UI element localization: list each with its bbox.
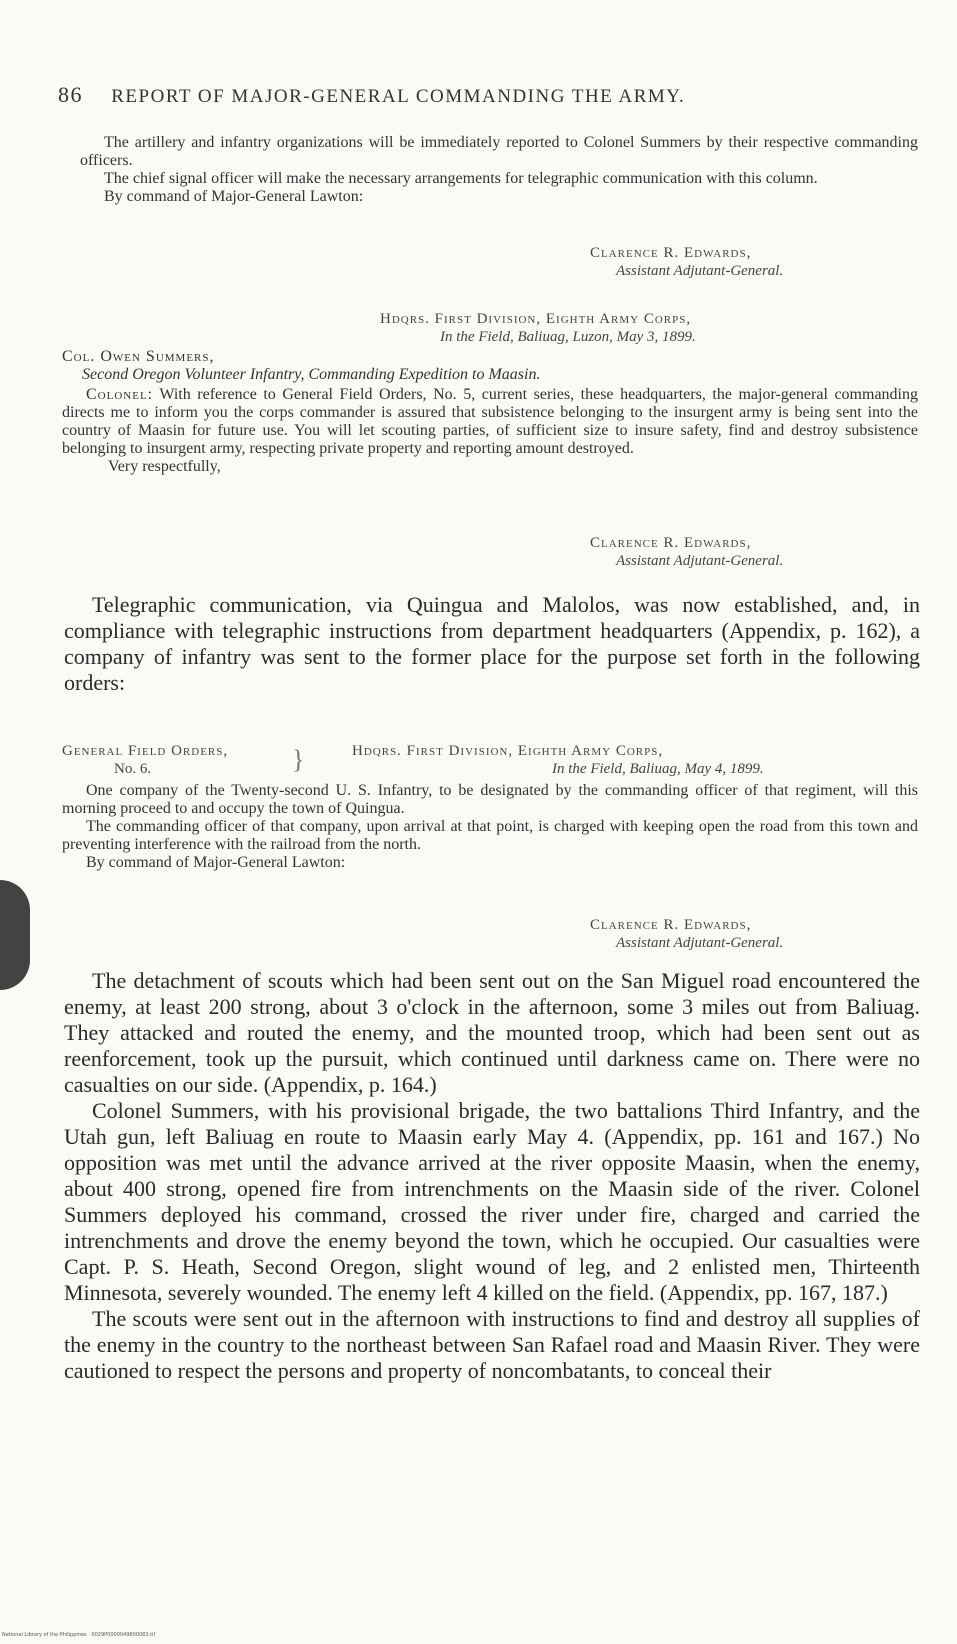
paragraph: The artillery and infantry organizations will be immediately reported to Colonel Summers by their respective commanding officers. (80, 134, 918, 169)
running-title: REPORT OF MAJOR-GENERAL COMMANDING THE ARMY. (111, 86, 686, 107)
scan-thumb-shadow (0, 880, 30, 990)
orders-title: General Field Orders, (62, 743, 229, 759)
hq-line: Hdqrs. First Division, Eighth Army Corps, (352, 743, 664, 759)
signature-title: Assistant Adjutant-General. (616, 263, 784, 279)
orders-hq (352, 742, 922, 778)
addressee: Col. Owen Summers, (62, 348, 215, 365)
letter-body (62, 348, 918, 476)
paragraph: The detachment of scouts which had been sent out on the San Miguel road encountered the enemy, at least 200 strong, about 3 o'clock in the afternoon, some 3 miles out from Baliuag. They attacked and routed the enemy, and the mounted troop, which had been sent out as reenforcement, took up the pursuit, which continued until darkness came on. There were no casualties on our side. (Appendix, p. 164.) (64, 968, 920, 1097)
paragraph: By command of Major-General Lawton: (86, 854, 346, 871)
signature-block (590, 534, 897, 570)
hq-dateline: In the Field, Baliuag, May 4, 1899. (552, 761, 764, 777)
closing: Very respectfully, (108, 458, 221, 475)
paragraph: Telegraphic communication, via Quingua and Malolos, was now established, and, in compliance with telegraphic instructions from department headquarters (Appendix, p. 162), a company of infantry was sent to the former place for the purpose set forth in the following orders: (64, 592, 920, 695)
page-number: 86 (58, 82, 83, 107)
narrative-paragraph (64, 592, 920, 696)
signature-block (590, 916, 897, 952)
scan-footer: National Library of the Philippines · 0029P0000049800083.tif (2, 1632, 156, 1638)
signature-name: Clarence R. Edwards, (590, 535, 752, 551)
paragraph: One company of the Twenty-second U. S. Infantry, to be designated by the commanding officer of that regiment, will this morning proceed to and occupy the town of Quingua. (62, 782, 918, 817)
paragraph: The commanding officer of that company, upon arrival at that point, is charged with keeping open the road from this town and preventing interference with the railroad from the north. (62, 818, 918, 853)
signature-title: Assistant Adjutant-General. (616, 553, 784, 569)
orders-label (62, 742, 282, 778)
narrative-section (64, 968, 920, 1384)
signature-title: Assistant Adjutant-General. (616, 935, 784, 951)
brace-glyph: } (292, 745, 305, 774)
paragraph: By command of Major-General Lawton: (104, 188, 364, 205)
signature-name: Clarence R. Edwards, (590, 245, 752, 261)
running-header (58, 82, 918, 108)
paragraph: The chief signal officer will make the necessary arrangements for telegraphic communication with this column. (104, 170, 818, 187)
hq-line: Hdqrs. First Division, Eighth Army Corps, (380, 311, 692, 327)
salutation: Colonel: (86, 386, 154, 403)
letter-text: With reference to General Field Orders, No. 5, current series, these headquarters, the major-general commanding directs me to inform you the corps commander is assured that subsistence belonging to the insurgent army is being sent into the country of Maasin for future use. You will let scouting parties, of sufficient size to insure safety, find and destroy subsistence belonging to insurgent army, respecting private property and reporting amount destroyed. (62, 386, 918, 457)
orders-number: No. 6. (114, 761, 152, 777)
signature-name: Clarence R. Edwards, (590, 917, 752, 933)
hq-dateline: In the Field, Baliuag, Luzon, May 3, 1899. (440, 329, 696, 345)
paragraph: Colonel Summers, with his provisional brigade, the two battalions Third Infantry, and the Utah gun, left Baliuag en route to Maasin early May 4. (Appendix, pp. 161 and 167.) No opposition was met until the advance arrived at the river opposite Maasin, when the enemy, about 400 strong, opened fire from intrenchments on the Maasin side of the river. Colonel Summers deployed his command, crossed the river under fire, charged and carried the intrenchments and drove the enemy beyond the town, which he occupied. Our casualties were Capt. P. S. Heath, Second Oregon, slight wound of leg, and 2 enlisted men, Thirteenth Minnesota, severely wounded. The enemy left 4 killed on the field. (Appendix, pp. 167, 187.) (64, 1098, 920, 1305)
letter-paragraph (62, 386, 918, 458)
letter-heading (380, 310, 920, 346)
addressee-title: Second Oregon Volunteer Infantry, Commanding Expedition to Maasin. (82, 366, 541, 383)
orders-body (62, 782, 918, 872)
paragraph: The scouts were sent out in the afternoon with instructions to find and destroy all supplies of the enemy in the country to the northeast between San Rafael road and Maasin River. They were cautioned to respect the persons and property of noncombatants, to conceal their (64, 1306, 920, 1383)
signature-block (590, 244, 897, 280)
order-continuation (80, 134, 918, 206)
